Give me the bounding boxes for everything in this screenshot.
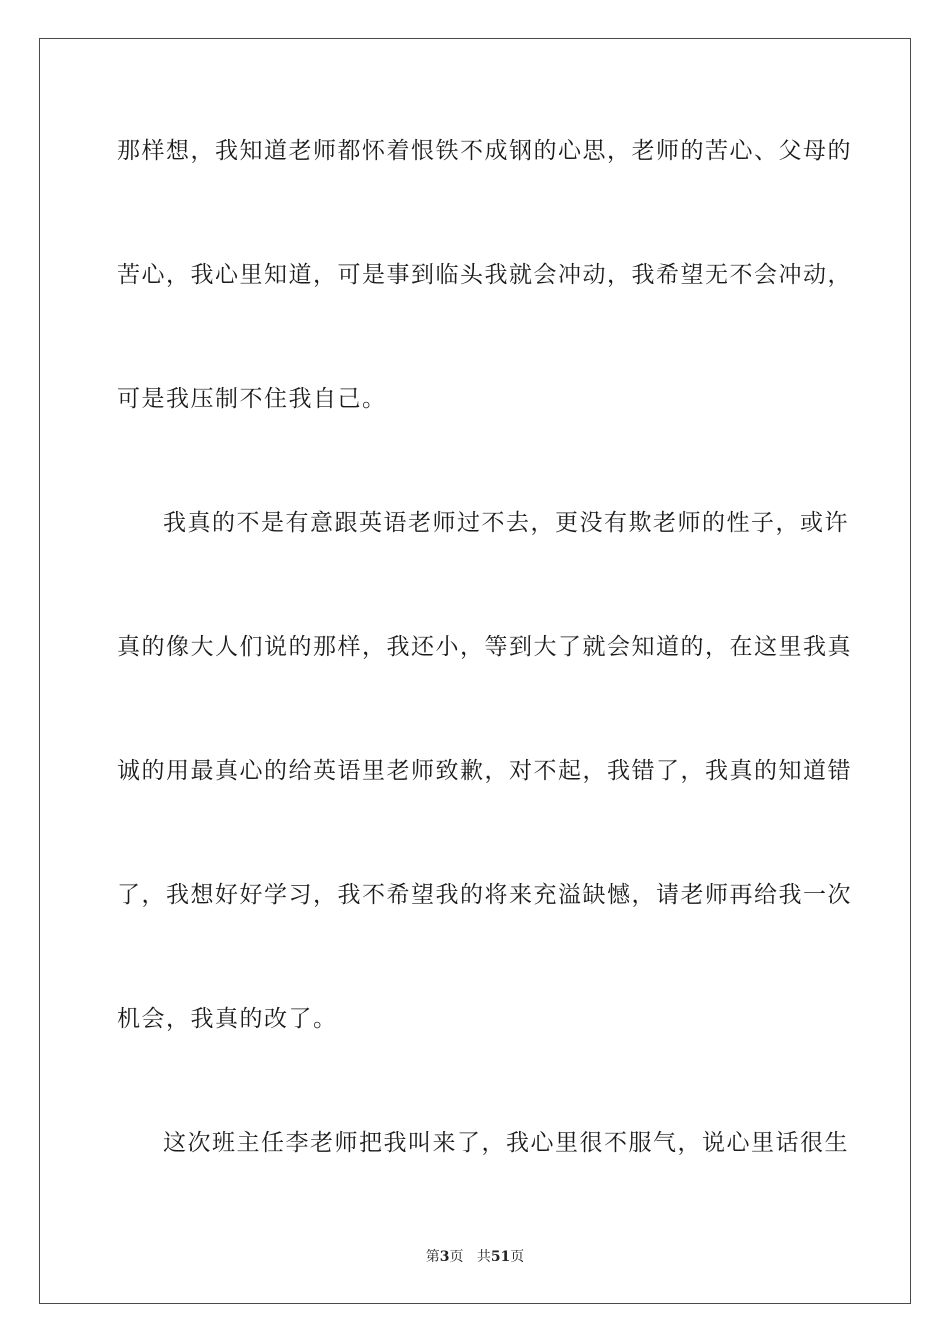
total-pages: 51 (490, 1249, 511, 1265)
text-line-5: 真的像大人们说的那样，我还小，等到大了就会知道的，在这里我真 (117, 634, 852, 660)
text-line-9: 这次班主任李老师把我叫来了，我心里很不服气，说心里话很生 (163, 1130, 849, 1156)
text-line-4: 我真的不是有意跟英语老师过不去，更没有欺老师的性子，或许 (163, 510, 849, 536)
text-line-1: 那样想，我知道老师都怀着恨铁不成钢的心思，老师的苦心、父母的 (117, 138, 852, 164)
page-suffix: 页 (449, 1249, 464, 1265)
total-prefix: 共 (476, 1249, 491, 1265)
text-line-7: 了，我想好好学习，我不希望我的将来充溢缺憾，请老师再给我一次 (117, 882, 852, 908)
page-number: 3 (439, 1249, 450, 1265)
page-footer (0, 1248, 950, 1266)
total-suffix: 页 (510, 1249, 525, 1265)
text-line-6: 诚的用最真心的给英语里老师致歉，对不起，我错了，我真的知道错 (117, 758, 852, 784)
text-line-2: 苦心，我心里知道，可是事到临头我就会冲动，我希望无不会冲动， (117, 262, 852, 288)
text-line-8: 机会，我真的改了。 (117, 1006, 338, 1032)
text-line-3: 可是我压制不住我自己。 (117, 386, 387, 412)
page-border (39, 38, 911, 1304)
page-prefix: 第 (425, 1249, 440, 1265)
